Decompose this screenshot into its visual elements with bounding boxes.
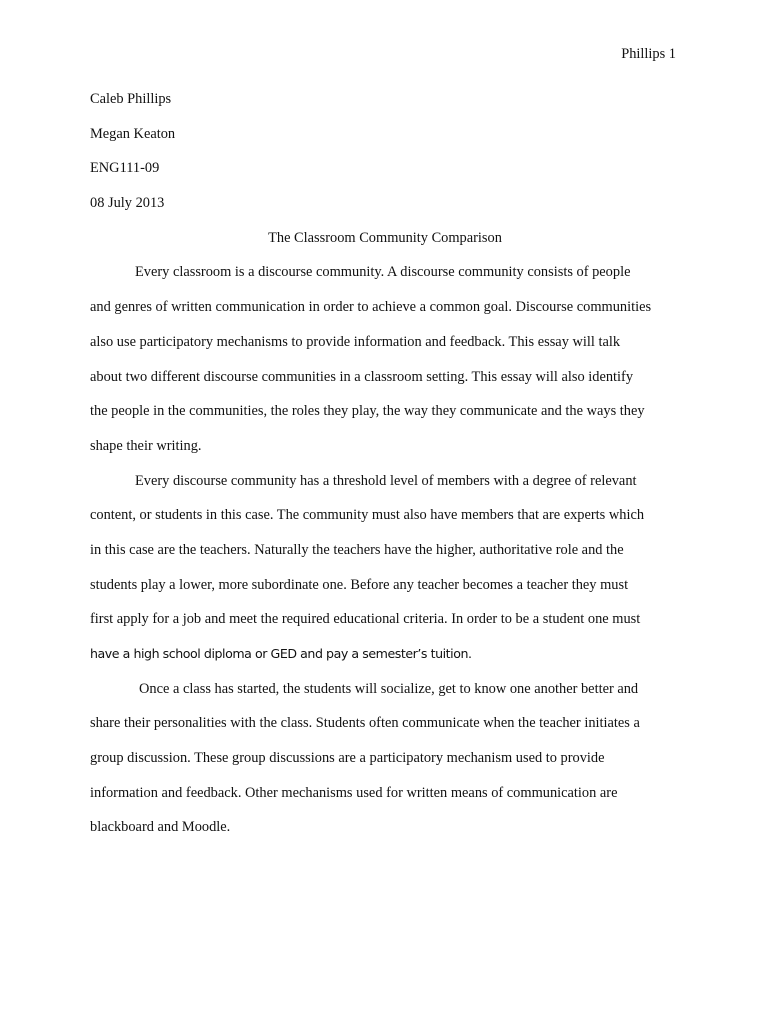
- body-line: about two different discourse communities in a classroom setting. This essay will also identify: [90, 368, 634, 385]
- instructor-name: Megan Keaton: [90, 125, 176, 142]
- body-line: first apply for a job and meet the required educational criteria. In order to be a student one must: [90, 611, 641, 628]
- body-line: the people in the communities, the roles they play, the way they communicate and the ways they: [90, 403, 645, 420]
- body-line: students play a lower, more subordinate one. Before any teacher becomes a teacher they must: [90, 576, 629, 593]
- body-line: share their personalities with the class. Students often communicate when the teacher initiates a: [90, 715, 640, 732]
- body-line: shape their writing.: [90, 437, 202, 454]
- body-line: blackboard and Moodle.: [90, 819, 231, 836]
- course-code: ENG111-09: [90, 160, 160, 177]
- body-line: Every discourse community has a threshold level of members with a degree of relevant: [135, 472, 637, 489]
- body-line: Every classroom is a discourse community. A discourse community consists of people: [135, 264, 631, 281]
- document-body: [90, 89, 680, 852]
- body-line: also use participatory mechanisms to provide information and feedback. This essay will talk: [90, 333, 621, 350]
- body-line: group discussion. These group discussions are a participatory mechanism used to provide: [90, 750, 605, 767]
- body-line: and genres of written communication in order to achieve a common goal. Discourse communities: [90, 299, 652, 316]
- body-line: have a high school diploma or GED and pay a semester’s tuition.: [90, 646, 472, 661]
- essay-title: The Classroom Community Comparison: [268, 229, 502, 246]
- body-line: in this case are the teachers. Naturally the teachers have the higher, authoritative role and the: [90, 541, 624, 558]
- body-line: information and feedback. Other mechanisms used for written means of communication are: [90, 784, 618, 801]
- body-line: content, or students in this case. The community must also have members that are experts which: [90, 507, 645, 524]
- document-date: 08 July 2013: [90, 195, 165, 212]
- running-header: Phillips 1: [621, 46, 676, 62]
- author-name: Caleb Phillips: [90, 91, 172, 107]
- body-line: Once a class has started, the students will socialize, get to know one another better and: [139, 680, 639, 697]
